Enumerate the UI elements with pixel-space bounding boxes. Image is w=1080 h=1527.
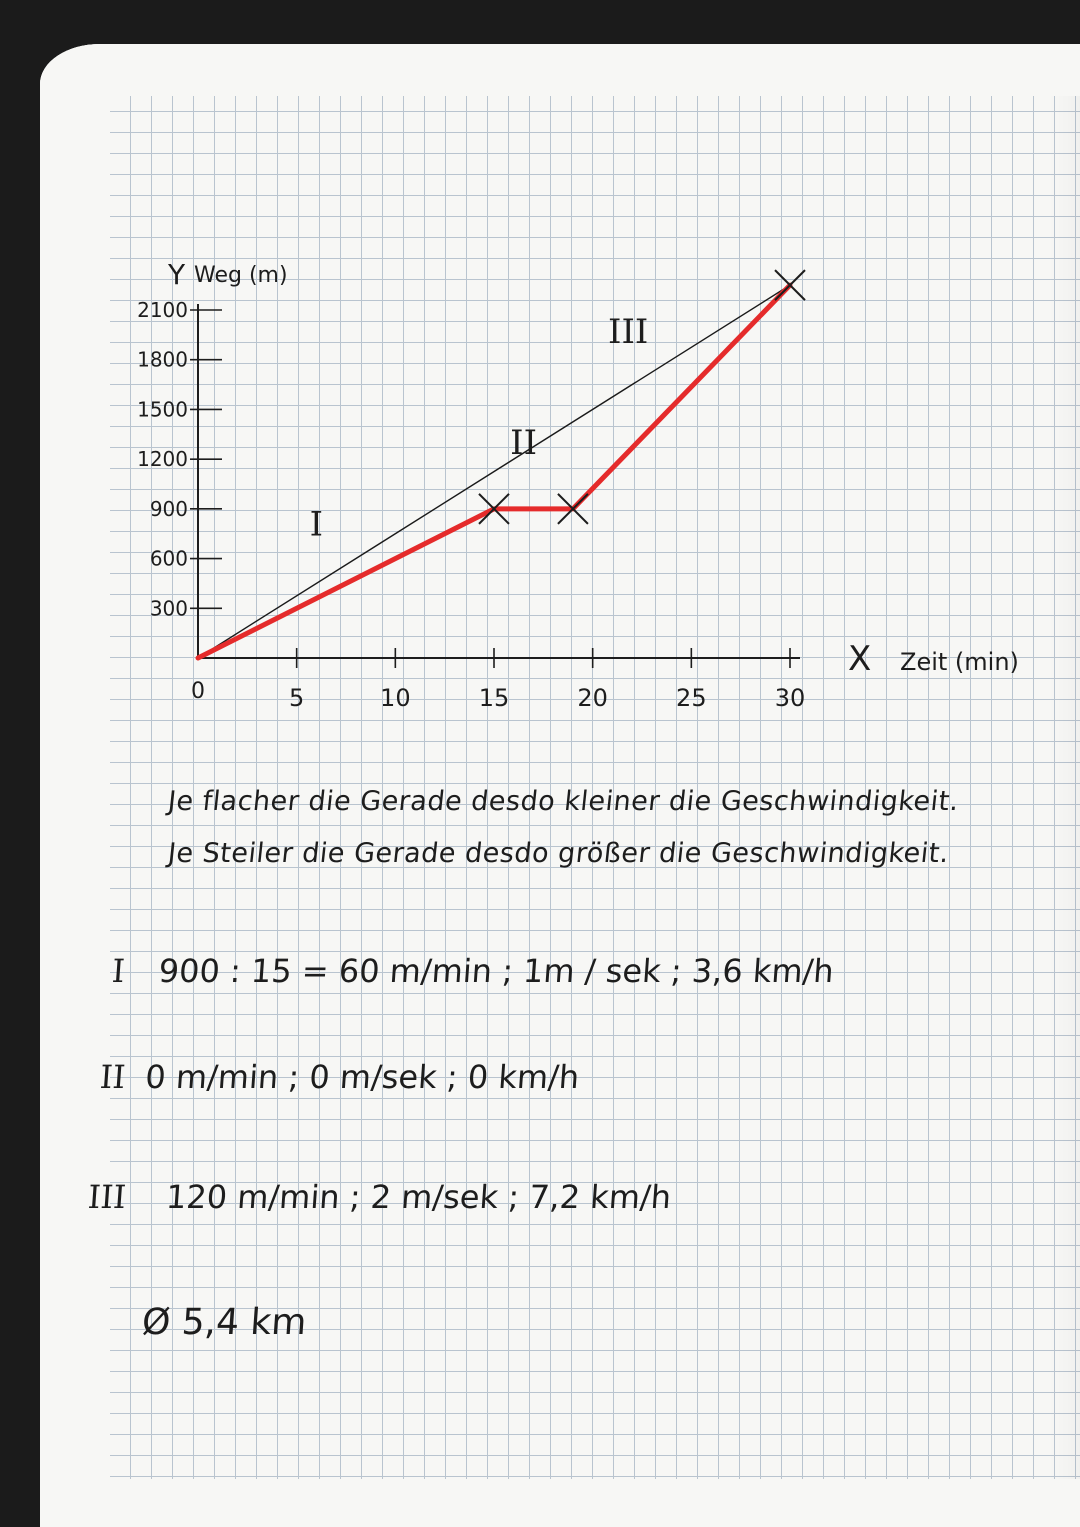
segment-label: II bbox=[510, 423, 538, 464]
x-tick-label: 20 bbox=[577, 684, 608, 712]
y-tick-label: 900 bbox=[149, 496, 188, 521]
chart-axes bbox=[198, 304, 800, 658]
chart-markers bbox=[479, 270, 805, 524]
x-tick-label: 25 bbox=[676, 684, 707, 712]
chart-labels bbox=[167, 258, 1019, 704]
cross-marker bbox=[775, 270, 805, 300]
chart-series bbox=[198, 285, 790, 658]
note-line-2: Je Steiler die Gerade desdo größer die Geschwindigkeit. bbox=[166, 838, 951, 869]
x-tick-label: 30 bbox=[774, 684, 806, 712]
calc-row-2-text: 0 m/min ; 0 m/sek ; 0 km/h bbox=[144, 1058, 581, 1096]
calc-row-3-text: 120 m/min ; 2 m/sek ; 7,2 km/h bbox=[164, 1178, 673, 1216]
calc-row-1 bbox=[111, 952, 835, 990]
y-axis-prefix: Y bbox=[168, 258, 186, 291]
x-tick-label: 15 bbox=[478, 684, 510, 712]
y-tick-label: 2100 bbox=[137, 298, 188, 322]
x-tick-label: 10 bbox=[380, 684, 411, 712]
y-axis-title: Weg (m) bbox=[194, 263, 288, 288]
distance-time-chart bbox=[0, 0, 1080, 760]
x-tick-label: 5 bbox=[289, 684, 305, 712]
calc-row-3 bbox=[87, 1178, 673, 1216]
calc-row-3-label: III bbox=[86, 1178, 128, 1216]
average-line bbox=[198, 285, 790, 658]
y-tick-label: 1500 bbox=[137, 397, 188, 422]
y-tick-label: 1800 bbox=[137, 347, 188, 372]
calc-row-2 bbox=[99, 1058, 581, 1096]
note-line-1: Je flacher die Gerade desdo kleiner die Geschwindigkeit. bbox=[166, 786, 961, 817]
calc-total: Ø 5,4 km bbox=[140, 1302, 308, 1343]
x-axis-prefix: X bbox=[848, 639, 872, 679]
y-tick-label: 600 bbox=[149, 546, 188, 571]
y-tick-label: 300 bbox=[149, 596, 188, 621]
calc-row-2-label: II bbox=[98, 1058, 127, 1096]
y-tick-label: 1200 bbox=[137, 447, 188, 472]
page-bottom-margin bbox=[40, 1479, 1080, 1527]
x-axis-title: Zeit (min) bbox=[900, 648, 1019, 676]
calc-row-1-label: I bbox=[110, 952, 126, 990]
origin-label: 0 bbox=[191, 679, 205, 704]
calc-row-1-text: 900 : 15 = 60 m/min ; 1m / sek ; 3,6 km/h bbox=[157, 952, 836, 990]
segment-label: I bbox=[309, 504, 324, 545]
segment-label: III bbox=[608, 312, 649, 353]
chart-ticks bbox=[137, 298, 805, 712]
